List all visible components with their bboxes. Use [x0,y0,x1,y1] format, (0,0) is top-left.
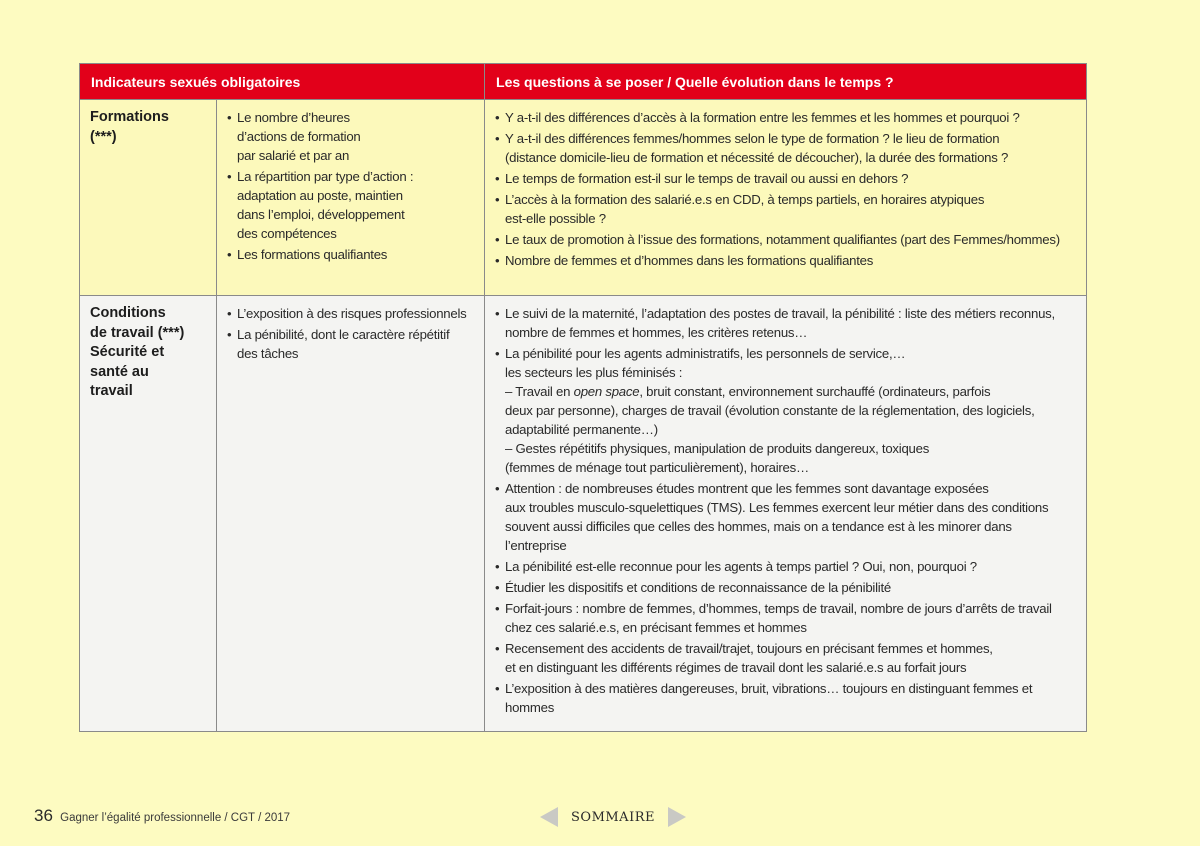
list-item-line: • Nombre de femmes et d’hommes dans les formations qualifiantes [505,253,874,268]
list-item [227,108,476,165]
category-line: travail [90,383,133,399]
list-item-line: • L’accès à la formation des salarié.e.s en CDD, à temps partiels, en horaires atypiques [505,192,985,207]
list-item-line: souvent aussi difficiles que celles des hommes, mais on a tendance est à les minorer dans [505,519,1012,534]
list-item-line: dans l’emploi, développement [237,207,405,222]
list-item-line: les secteurs les plus féminisés : [505,365,683,380]
list-item-line: – Travail en open space, bruit constant, environnement surchauffé (ordinateurs, parfois [505,384,991,399]
table-row-formations [80,100,1087,296]
list-item-line: chez ces salarié.e.s, en précisant femmes et hommes [505,620,807,635]
category-line: de travail (***) [90,324,185,341]
indicators-list [227,304,476,363]
list-item-line: • Forfait-jours : nombre de femmes, d’hommes, temps de travail, nombre de jours d’arrêts de travail [505,601,1052,616]
list-item-line: • La pénibilité est-elle reconnue pour les agents à temps partiel ? Oui, non, pourquoi ? [505,559,977,574]
list-item-line: l’entreprise [505,538,567,553]
list-item-line: aux troubles musculo-squelettiques (TMS). Les femmes exercent leur métier dans des conditions [505,500,1049,515]
category-line: Formations [90,109,169,125]
list-item [495,190,1078,228]
triangle-right-icon[interactable] [668,807,686,827]
list-item-line: • La répartition par type d’action : [237,169,414,184]
list-item-line: deux par personne), charges de travail (évolution constante de la réglementation, des logiciels, [505,403,1035,418]
list-item-line: – Gestes répétitifs physiques, manipulation de produits dangereux, toxiques [505,441,930,456]
list-item-line: des tâches [237,346,299,361]
category-line: Conditions [90,305,166,321]
list-item [495,578,1078,597]
list-item [495,479,1078,555]
category-cell [80,296,217,732]
list-item-line: des compétences [237,226,337,241]
sommaire-link[interactable]: SOMMAIRE [571,809,655,825]
list-item [495,129,1078,167]
header-questions: Les questions à se poser / Quelle évolution dans le temps ? [485,64,1087,100]
list-item-line: • Y a-t-il des différences femmes/hommes selon le type de formation ? le lieu de formation [505,131,1000,146]
triangle-left-icon[interactable] [540,807,558,827]
list-item-line: • La pénibilité pour les agents administratifs, les personnels de service,… [505,346,906,361]
list-item [227,167,476,243]
indicators-list [227,108,476,264]
list-item [495,108,1078,127]
list-item-line: nombre de femmes et hommes, les critères retenus… [505,325,808,340]
list-item-line: adaptabilité permanente…) [505,422,658,437]
list-item-line: adaptation au poste, maintien [237,188,403,203]
header-indicators: Indicateurs sexués obligatoires [80,64,485,100]
list-item [227,304,476,323]
list-item-line: • Le nombre d’heures [237,110,350,125]
questions-list [495,108,1078,270]
list-item [495,344,1078,477]
indicators-cell [217,100,485,296]
list-item-line: • Étudier les dispositifs et conditions de reconnaissance de la pénibilité [505,580,891,595]
list-item [227,245,476,264]
list-item-line: par salarié et par an [237,148,350,163]
list-item-line: et en distinguant les différents régimes de travail dont les salarié.e.s au forfait jours [505,660,967,675]
list-item [495,251,1078,270]
indicators-table [79,63,1087,732]
indicators-cell [217,296,485,732]
category-line: (***) [90,128,117,145]
list-item-line: • Le taux de promotion à l’issue des formations, notamment qualifiantes (part des Femmes/hommes) [505,232,1060,247]
list-item [227,325,476,363]
list-item-line: • Les formations qualifiantes [237,247,388,262]
page-footer [34,806,290,826]
table-row-conditions [80,296,1087,732]
list-item [495,169,1078,188]
category-line: santé au [90,363,149,380]
list-item [495,679,1078,717]
list-item-line: • Le suivi de la maternité, l’adaptation des postes de travail, la pénibilité : liste des métiers reconnus, [505,306,1055,321]
questions-cell [485,296,1087,732]
questions-cell [485,100,1087,296]
list-item [495,230,1078,249]
table-header-row [80,64,1087,100]
list-item [495,557,1078,576]
list-item-line: • L’exposition à des matières dangereuses, bruit, vibrations… toujours en distinguant femmes et hommes [505,681,1033,715]
page-number: 36 [34,806,53,825]
list-item-line: (distance domicile-lieu de formation et nécessité de découcher), la durée des formations ? [505,150,1009,165]
category-line: Sécurité et [90,344,165,360]
list-item-line: d’actions de formation [237,129,361,144]
category-cell [80,100,217,296]
list-item [495,639,1078,677]
publication-title: Gagner l’égalité professionnelle / CGT / 2017 [60,812,291,824]
list-item-line: • Y a-t-il des différences d’accès à la formation entre les femmes et les hommes et pourquoi ? [505,110,1020,125]
list-item-line: • La pénibilité, dont le caractère répétitif [237,327,450,342]
list-item-line: (femmes de ménage tout particulièrement), horaires… [505,460,809,475]
list-item-line: • L’exposition à des risques professionnels [237,306,467,321]
list-item-line: • Recensement des accidents de travail/trajet, toujours en précisant femmes et hommes, [505,641,993,656]
page-navigation [540,806,686,828]
list-item-line: • Attention : de nombreuses études montrent que les femmes sont davantage exposées [505,481,989,496]
list-item-line: • Le temps de formation est-il sur le temps de travail ou aussi en dehors ? [505,171,909,186]
questions-list [495,304,1078,717]
list-item [495,304,1078,342]
list-item-line: est-elle possible ? [505,211,606,226]
list-item [495,599,1078,637]
